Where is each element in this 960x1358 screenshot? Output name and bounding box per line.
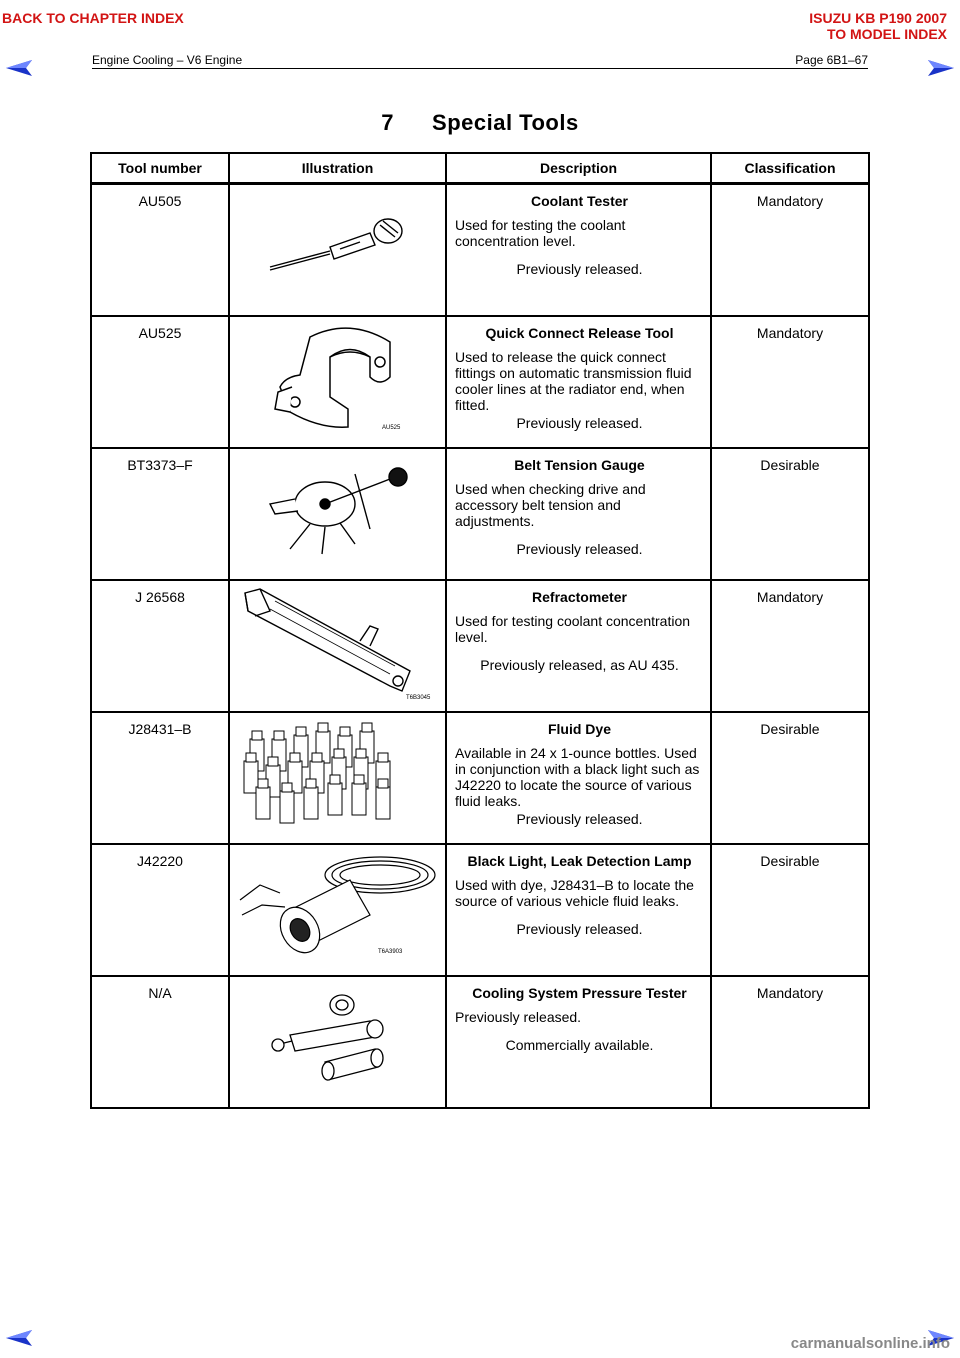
description-cell bbox=[446, 712, 711, 844]
tool-name: Quick Connect Release Tool bbox=[485, 325, 674, 341]
dye-bottles-icon bbox=[230, 713, 445, 835]
description-cell bbox=[446, 184, 711, 317]
tool-status: Previously released. bbox=[516, 261, 643, 277]
header-divider bbox=[92, 68, 868, 69]
tool-number: J28431–B bbox=[91, 712, 229, 844]
watermark: carmanualsonline.info bbox=[790, 1335, 950, 1352]
tool-description: Previously released. bbox=[455, 1009, 582, 1025]
col-description: Description bbox=[446, 153, 711, 184]
tool-status: Previously released. bbox=[516, 541, 643, 557]
tool-description: Used when checking drive and accessory belt tension and adjustments. bbox=[455, 481, 646, 529]
doc-title: Engine Cooling – V6 Engine bbox=[92, 53, 243, 67]
table-row bbox=[91, 448, 869, 580]
section-number: 7 bbox=[381, 110, 395, 135]
tool-status: Previously released, as AU 435. bbox=[480, 657, 679, 673]
figure-label: AU525 bbox=[382, 425, 401, 431]
to-model-index[interactable]: TO MODEL INDEX bbox=[826, 26, 947, 42]
tool-status: Commercially available. bbox=[505, 1037, 654, 1053]
tool-name: Black Light, Leak Detection Lamp bbox=[467, 853, 692, 869]
description-cell bbox=[446, 316, 711, 448]
tool-status: Previously released. bbox=[516, 415, 643, 431]
table-row bbox=[91, 976, 869, 1108]
description-cell bbox=[446, 976, 711, 1108]
illustration-cell bbox=[229, 580, 446, 712]
black-light-icon bbox=[230, 845, 445, 967]
tension-gauge-icon bbox=[230, 449, 445, 571]
illustration-cell bbox=[229, 976, 446, 1108]
table-header-row bbox=[91, 153, 869, 184]
tool-name: Fluid Dye bbox=[547, 721, 611, 737]
description-cell bbox=[446, 580, 711, 712]
page-number: Page 6B1–67 bbox=[795, 53, 868, 67]
back-to-chapter-index-link[interactable]: BACK TO CHAPTER INDEX bbox=[2, 10, 184, 26]
tool-description: Used to release the quick connect fittings on automatic transmission fluid cooler lines at the radiator end, when fitted. bbox=[455, 349, 692, 413]
table-row bbox=[91, 184, 869, 317]
tool-description: Used with dye, J28431–B to locate the source of various vehicle fluid leaks. bbox=[455, 877, 694, 909]
section-heading bbox=[0, 110, 960, 136]
classification: Desirable bbox=[711, 844, 869, 976]
model-name[interactable]: ISUZU KB P190 2007 bbox=[809, 10, 947, 26]
tool-name: Belt Tension Gauge bbox=[514, 457, 645, 473]
figure-label: T6A3903 bbox=[378, 949, 403, 955]
description-cell bbox=[446, 844, 711, 976]
classification: Desirable bbox=[711, 448, 869, 580]
figure-label: T6B3045 bbox=[406, 695, 431, 701]
classification: Mandatory bbox=[711, 580, 869, 712]
pressure-tester-icon bbox=[230, 977, 445, 1099]
tool-name: Cooling System Pressure Tester bbox=[472, 985, 687, 1001]
col-tool-number: Tool number bbox=[91, 153, 229, 184]
release-tool-icon bbox=[230, 317, 445, 439]
prev-page-arrow-icon[interactable] bbox=[4, 58, 34, 78]
tool-name: Coolant Tester bbox=[531, 193, 628, 209]
next-page-arrow-icon[interactable] bbox=[926, 58, 956, 78]
tool-status: Previously released. bbox=[516, 921, 643, 937]
illustration-cell bbox=[229, 316, 446, 448]
illustration-cell bbox=[229, 448, 446, 580]
classification: Mandatory bbox=[711, 976, 869, 1108]
tool-number: J 26568 bbox=[91, 580, 229, 712]
tool-number: AU525 bbox=[91, 316, 229, 448]
classification: Mandatory bbox=[711, 184, 869, 317]
illustration-cell bbox=[229, 712, 446, 844]
tool-description: Used for testing the coolant concentration level. bbox=[455, 217, 626, 249]
tool-number: N/A bbox=[91, 976, 229, 1108]
tool-status: Previously released. bbox=[516, 811, 643, 827]
table-row bbox=[91, 316, 869, 448]
table-row bbox=[91, 580, 869, 712]
col-illustration: Illustration bbox=[229, 153, 446, 184]
model-index-link[interactable] bbox=[809, 10, 947, 42]
coolant-tester-icon bbox=[230, 185, 445, 307]
classification: Desirable bbox=[711, 712, 869, 844]
tool-number: AU505 bbox=[91, 184, 229, 317]
classification: Mandatory bbox=[711, 316, 869, 448]
description-cell bbox=[446, 448, 711, 580]
tool-number: BT3373–F bbox=[91, 448, 229, 580]
refractometer-icon bbox=[230, 581, 445, 703]
tool-description: Available in 24 x 1-ounce bottles. Used in conjunction with a black light such as J42220 to locate the source of various fluid leaks. bbox=[455, 745, 700, 809]
illustration-cell bbox=[229, 844, 446, 976]
special-tools-table bbox=[90, 152, 870, 1109]
tool-description: Used for testing coolant concentration level. bbox=[455, 613, 691, 645]
col-classification: Classification bbox=[711, 153, 869, 184]
tool-number: J42220 bbox=[91, 844, 229, 976]
prev-page-arrow-bottom-icon[interactable] bbox=[4, 1328, 34, 1348]
section-title: Special Tools bbox=[432, 110, 579, 135]
tool-name: Refractometer bbox=[532, 589, 627, 605]
table-row bbox=[91, 844, 869, 976]
illustration-cell bbox=[229, 184, 446, 317]
table-row bbox=[91, 712, 869, 844]
